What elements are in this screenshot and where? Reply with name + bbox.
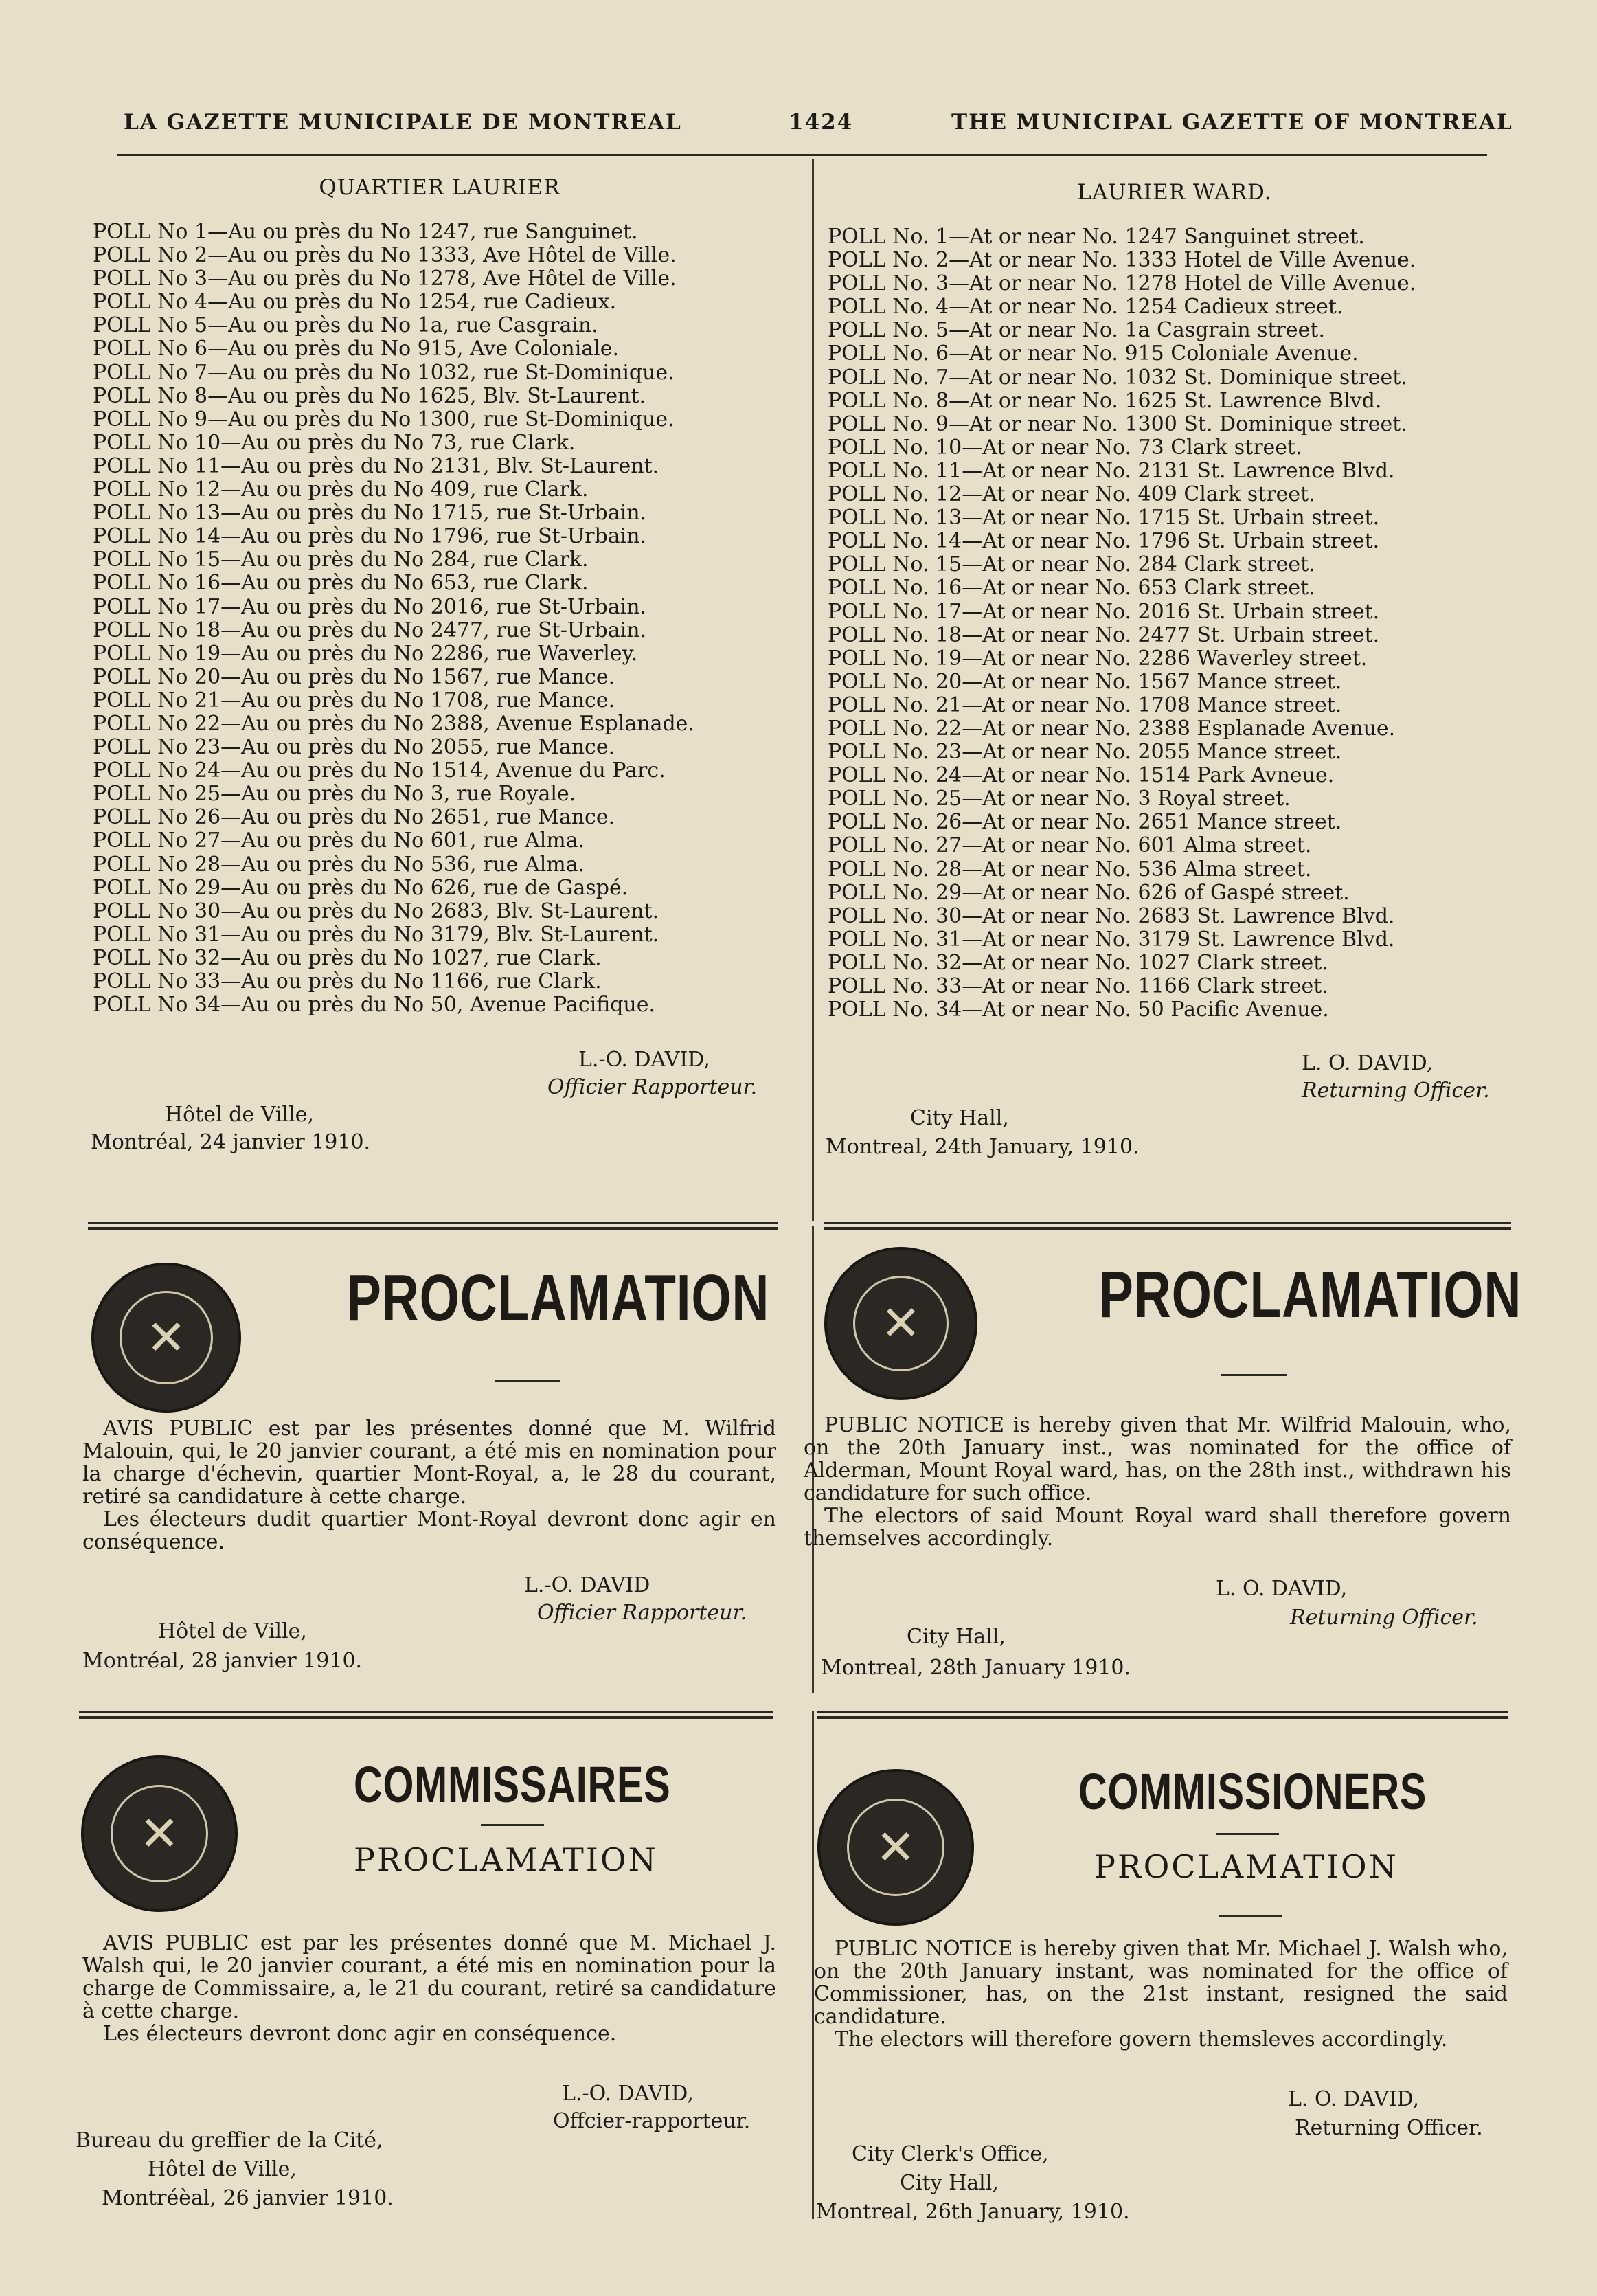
signer-en: L. O. DAVID,	[1302, 1051, 1434, 1075]
commissaires-heading: COMMISSAIRES	[354, 1756, 671, 1813]
signer-title-en: Returning Officer.	[1302, 1079, 1490, 1103]
double-rule-right-1	[824, 1222, 1511, 1230]
page-number: 1424	[789, 110, 854, 135]
proclamation-signer-fr: L.-O. DAVID	[524, 1573, 650, 1597]
poll-item-en-9: POLL No. 9—At or near No. 1300 St. Dominique street.	[828, 412, 1407, 436]
poll-item-fr-9: POLL No 9—Au ou près du No 1300, rue St-Dominique.	[93, 407, 675, 431]
commissioners-body	[814, 1937, 1508, 2051]
column-divider-top	[812, 159, 814, 1221]
poll-item-en-10: POLL No. 10—At or near No. 73 Clark street.	[828, 435, 1302, 460]
poll-item-en-27: POLL No. 27—At or near No. 601 Alma street.	[828, 833, 1312, 858]
poll-item-en-4: POLL No. 4—At or near No. 1254 Cadieux street.	[828, 295, 1344, 319]
poll-item-en-28: POLL No. 28—At or near No. 536 Alma street.	[828, 857, 1312, 881]
short-rule-commissaires	[481, 1824, 544, 1826]
short-rule-commissioners-2	[1219, 1915, 1282, 1917]
poll-item-en-20: POLL No. 20—At or near No. 1567 Mance street.	[828, 669, 1342, 694]
poll-item-fr-7: POLL No 7—Au ou près du No 1032, rue St-Dominique.	[93, 360, 675, 385]
commissioners-office: City Clerk's Office,	[852, 2142, 1049, 2166]
poll-item-en-3: POLL No. 3—At or near No. 1278 Hotel de Ville Avenue.	[828, 271, 1416, 296]
poll-item-fr-13: POLL No 13—Au ou près du No 1715, rue St-Urbain.	[93, 501, 647, 526]
poll-item-en-2: POLL No. 2—At or near No. 1333 Hotel de Ville Avenue.	[828, 248, 1416, 273]
poll-item-fr-6: POLL No 6—Au ou près du No 915, Ave Coloniale.	[93, 337, 620, 361]
poll-item-fr-2: POLL No 2—Au ou près du No 1333, Ave Hôtel de Ville.	[93, 243, 677, 268]
poll-item-en-26: POLL No. 26—At or near No. 2651 Mance street.	[828, 810, 1342, 835]
poll-item-en-34: POLL No. 34—At or near No. 50 Pacific Avenue.	[828, 998, 1329, 1022]
commissaires-para1: AVIS PUBLIC est par les présentes donné que M. Michael J. Walsh qui, le 20 janvier courant, a été mis en nomination pour la charge de Commissaire, a, le 21 du courant, retiré sa candidature à cette charge.	[82, 1931, 776, 2023]
poll-item-en-13: POLL No. 13—At or near No. 1715 St. Urbain street.	[828, 506, 1380, 530]
commissaires-place: Hôtel de Ville,	[148, 2157, 297, 2181]
poll-list-fr	[93, 221, 786, 1017]
commissaires-date: Montréèal, 26 janvier 1910.	[102, 2186, 394, 2210]
poll-item-en-32: POLL No. 32—At or near No. 1027 Clark street.	[828, 950, 1328, 975]
city-seal-icon-commissaires: ✕	[81, 1755, 238, 1912]
commissioners-signer: L. O. DAVID,	[1288, 2087, 1420, 2111]
poll-item-fr-10: POLL No 10—Au ou près du No 73, rue Clark.	[93, 430, 576, 455]
poll-item-fr-21: POLL No 21—Au ou près du No 1708, rue Mance.	[93, 688, 615, 712]
poll-item-fr-16: POLL No 16—Au ou près du No 653, rue Clark.	[93, 571, 589, 596]
poll-item-fr-11: POLL No 11—Au ou près du No 2131, Blv. St-Laurent.	[93, 453, 659, 478]
commissioners-date: Montreal, 26th January, 1910.	[816, 2200, 1130, 2224]
proclamation-signer-en: L. O. DAVID,	[1216, 1577, 1348, 1601]
poll-item-en-14: POLL No. 14—At or near No. 1796 St. Urbain street.	[828, 529, 1380, 554]
signer-fr: L.-O. DAVID,	[578, 1048, 710, 1072]
poll-item-en-7: POLL No. 7—At or near No. 1032 St. Dominique street.	[828, 365, 1407, 390]
proclamation-para2-fr: Les électeurs dudit quartier Mont-Royal devront donc agir en conséquence.	[82, 1507, 776, 1554]
poll-item-fr-15: POLL No 15—Au ou près du No 284, rue Clark.	[93, 548, 589, 572]
poll-item-en-21: POLL No. 21—At or near No. 1708 Mance street.	[828, 693, 1342, 717]
french-poll-section	[93, 175, 786, 1017]
commissioners-para2: The electors will therefore govern themsleves accordingly.	[835, 2027, 1448, 2051]
poll-item-fr-23: POLL No 23—Au ou près du No 2055, rue Mance.	[93, 735, 615, 760]
poll-item-en-1: POLL No. 1—At or near No. 1247 Sanguinet street.	[828, 225, 1365, 249]
poll-item-fr-19: POLL No 19—Au ou près du No 2286, rue Waverley.	[93, 641, 638, 666]
poll-item-fr-25: POLL No 25—Au ou près du No 3, rue Royale.	[93, 782, 576, 807]
poll-item-fr-14: POLL No 14—Au ou près du No 1796, rue St-Urbain.	[93, 524, 647, 549]
poll-item-en-25: POLL No. 25—At or near No. 3 Royal street.	[828, 787, 1291, 811]
date-en: Montreal, 24th January, 1910.	[826, 1135, 1140, 1159]
poll-item-fr-29: POLL No 29—Au ou près du No 626, rue de Gaspé.	[93, 875, 628, 900]
city-seal-icon-en: ✕	[824, 1247, 977, 1400]
proclamation-para1-fr: AVIS PUBLIC est par les présentes donné que M. Wilfrid Malouin, qui, le 20 janvier courant, a été mis en nomination pour la charge d'échevin, quartier Mont-Royal, a, le 28 du courant, retiré sa candidature à cette charge.	[82, 1417, 776, 1509]
english-poll-section	[828, 180, 1521, 1022]
poll-item-fr-32: POLL No 32—Au ou près du No 1027, rue Clark.	[93, 945, 602, 970]
poll-item-en-17: POLL No. 17—At or near No. 2016 St. Urbain street.	[828, 599, 1380, 624]
short-rule-commissioners	[1216, 1833, 1279, 1835]
poll-item-en-12: POLL No. 12—At or near No. 409 Clark street.	[828, 482, 1315, 507]
poll-item-en-31: POLL No. 31—At or near No. 3179 St. Lawrence Blvd.	[828, 927, 1395, 952]
proclamation-para1-en: PUBLIC NOTICE is hereby given that Mr. Wilfrid Malouin, who, on the 20th January inst., was nominated for the office of Alderman, Mount Royal ward, has, on the 28th inst., withdrawn his candidature for such office.	[804, 1413, 1511, 1505]
place-fr: Hôtel de Ville,	[165, 1103, 314, 1127]
poll-item-en-24: POLL No. 24—At or near No. 1514 Park Avneue.	[828, 763, 1335, 788]
double-rule-left-2	[79, 1711, 773, 1719]
proclamation-place-fr: Hôtel de Ville,	[158, 1619, 307, 1643]
commissaires-signer: L.-O. DAVID,	[562, 2082, 694, 2106]
poll-item-fr-12: POLL No 12—Au ou près du No 409, rue Clark.	[93, 477, 589, 502]
poll-item-en-30: POLL No. 30—At or near No. 2683 St. Lawrence Blvd.	[828, 903, 1395, 928]
poll-item-fr-28: POLL No 28—Au ou près du No 536, rue Alma.	[93, 852, 585, 877]
poll-list-en	[828, 225, 1521, 1022]
poll-item-fr-18: POLL No 18—Au ou près du No 2477, rue St-Urbain.	[93, 618, 647, 642]
proclamation-signer-title-fr: Officier Rapporteur.	[537, 1601, 747, 1625]
poll-item-en-23: POLL No. 23—At or near No. 2055 Mance street.	[828, 740, 1342, 765]
poll-item-fr-24: POLL No 24—Au ou près du No 1514, Avenue du Parc.	[93, 758, 666, 783]
poll-item-fr-30: POLL No 30—Au ou près du No 2683, Blv. St-Laurent.	[93, 899, 659, 923]
poll-item-en-29: POLL No. 29—At or near No. 626 of Gaspé street.	[828, 880, 1350, 905]
proclamation-place-en: City Hall,	[907, 1625, 1006, 1649]
ward-title-en: LAURIER WARD.	[1077, 180, 1272, 205]
poll-item-en-33: POLL No. 33—At or near No. 1166 Clark street.	[828, 974, 1328, 998]
date-fr: Montréal, 24 janvier 1910.	[91, 1130, 371, 1154]
poll-item-fr-34: POLL No 34—Au ou près du No 50, Avenue Pacifique.	[93, 993, 656, 1017]
poll-item-fr-20: POLL No 20—Au ou près du No 1567, rue Mance.	[93, 664, 615, 689]
header-right-title: THE MUNICIPAL GAZETTE OF MONTREAL	[951, 110, 1513, 135]
short-rule-fr	[495, 1380, 560, 1382]
commissaires-body	[82, 1932, 776, 2045]
commissaires-subheading: PROCLAMATION	[354, 1841, 658, 1878]
proclamation-date-en: Montreal, 28th January 1910.	[821, 1656, 1131, 1680]
poll-item-fr-26: POLL No 26—Au ou près du No 2651, rue Mance.	[93, 805, 615, 830]
poll-item-en-6: POLL No. 6—At or near No. 915 Coloniale Avenue.	[828, 341, 1359, 366]
poll-item-fr-22: POLL No 22—Au ou près du No 2388, Avenue Esplanade.	[93, 711, 694, 736]
poll-item-fr-31: POLL No 31—Au ou près du No 3179, Blv. St-Laurent.	[93, 922, 659, 947]
city-seal-icon: ✕	[91, 1263, 241, 1413]
double-rule-right-2	[817, 1711, 1508, 1719]
proclamation-date-fr: Montréal, 28 janvier 1910.	[82, 1649, 363, 1673]
poll-item-fr-8: POLL No 8—Au ou près du No 1625, Blv. St-Laurent.	[93, 383, 646, 408]
proclamation-body-en	[804, 1414, 1511, 1550]
poll-item-fr-33: POLL No 33—Au ou près du No 1166, rue Clark.	[93, 969, 602, 993]
ward-title-fr: QUARTIER LAURIER	[319, 175, 560, 200]
header-left-title: LA GAZETTE MUNICIPALE DE MONTREAL	[124, 110, 682, 135]
commissioners-signer-title: Returning Officer.	[1295, 2116, 1483, 2140]
commissioners-para1: PUBLIC NOTICE is hereby given that Mr. Michael J. Walsh who, on the 20th January instant, was nominated for the office of Commissioner, has, on the 21st instant, resigned the said candidature.	[814, 1937, 1508, 2029]
poll-item-en-19: POLL No. 19—At or near No. 2286 Waverley street.	[828, 646, 1368, 671]
poll-item-en-22: POLL No. 22—At or near No. 2388 Esplanade Avenue.	[828, 716, 1396, 741]
header-rule	[117, 154, 1487, 156]
proclamation-para2-en: The electors of said Mount Royal ward shall therefore govern themselves accordingly.	[804, 1504, 1511, 1551]
poll-item-en-11: POLL No. 11—At or near No. 2131 St. Lawrence Blvd.	[828, 458, 1395, 483]
commissaires-signer-title: Offcier-rapporteur.	[553, 2109, 751, 2133]
poll-item-fr-27: POLL No 27—Au ou près du No 601, rue Alma.	[93, 829, 585, 853]
commissaires-office: Bureau du greffier de la Cité,	[76, 2128, 383, 2152]
city-seal-icon-commissioners: ✕	[817, 1769, 974, 1926]
commissioners-subheading: PROCLAMATION	[1094, 1848, 1398, 1885]
poll-item-en-15: POLL No. 15—At or near No. 284 Clark street.	[828, 552, 1315, 577]
commissioners-place: City Hall,	[900, 2171, 999, 2195]
commissioners-heading: COMMISSIONERS	[1078, 1763, 1427, 1820]
commissaires-para2: Les électeurs devront donc agir en conséquence.	[103, 2022, 617, 2046]
poll-item-fr-3: POLL No 3—Au ou près du No 1278, Ave Hôtel de Ville.	[93, 267, 677, 291]
poll-item-fr-17: POLL No 17—Au ou près du No 2016, rue St-Urbain.	[93, 594, 647, 619]
poll-item-en-8: POLL No. 8—At or near No. 1625 St. Lawrence Blvd.	[828, 388, 1382, 413]
double-rule-left-1	[88, 1222, 778, 1230]
signer-title-fr: Officier Rapporteur.	[547, 1075, 758, 1099]
place-en: City Hall,	[910, 1106, 1009, 1130]
short-rule-en	[1221, 1374, 1287, 1376]
poll-item-en-16: POLL No. 16—At or near No. 653 Clark street.	[828, 576, 1315, 600]
poll-item-en-18: POLL No. 18—At or near No. 2477 St. Urbain street.	[828, 622, 1380, 647]
proclamation-heading-en: PROCLAMATION	[1099, 1258, 1522, 1331]
proclamation-body-fr	[82, 1417, 776, 1553]
proclamation-signer-title-en: Returning Officer.	[1290, 1606, 1478, 1630]
poll-item-fr-5: POLL No 5—Au ou près du No 1a, rue Casgrain.	[93, 313, 598, 338]
poll-item-fr-1: POLL No 1—Au ou près du No 1247, rue Sanguinet.	[93, 220, 638, 244]
proclamation-heading-fr: PROCLAMATION	[347, 1261, 770, 1335]
poll-item-fr-4: POLL No 4—Au ou près du No 1254, rue Cadieux.	[93, 290, 617, 315]
poll-item-en-5: POLL No. 5—At or near No. 1a Casgrain street.	[828, 318, 1325, 343]
